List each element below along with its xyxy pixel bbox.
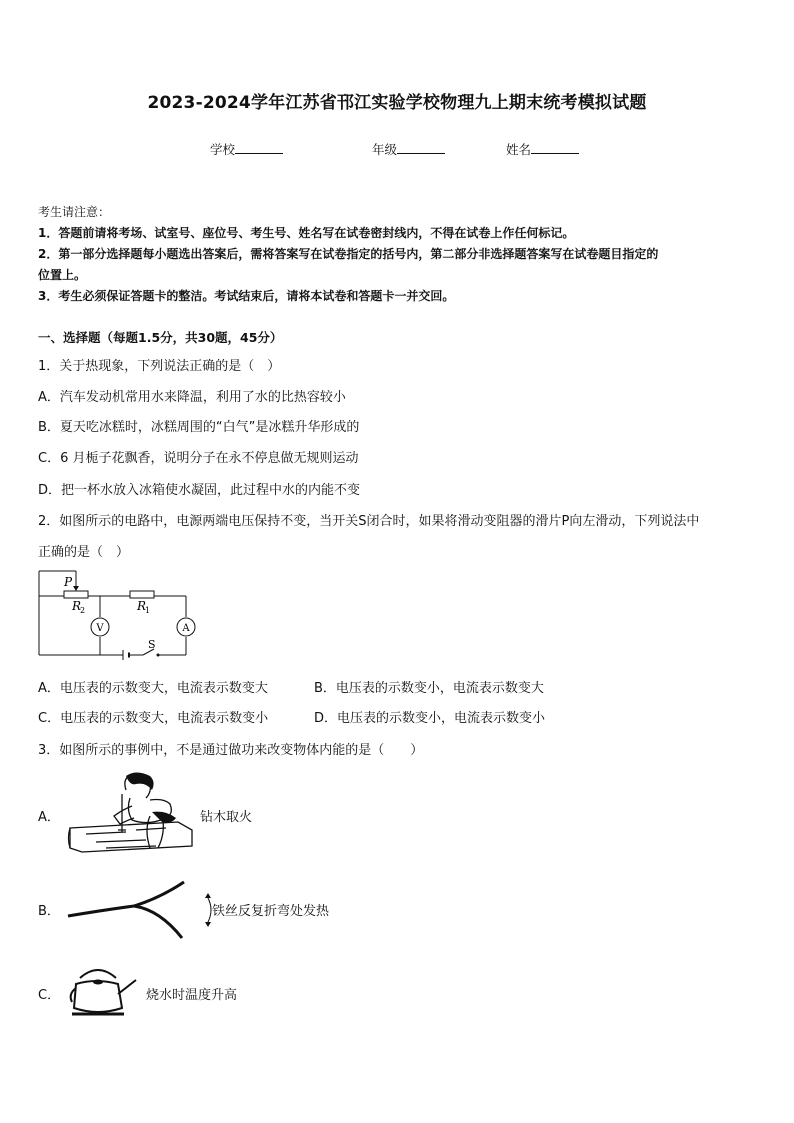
q1-stem: 1．关于热现象，下列说法正确的是（ ）	[38, 359, 281, 374]
section-heading: 一、选择题（每题1.5分，共30题，45分）	[38, 330, 283, 345]
slider-p-label: P	[64, 575, 73, 589]
notice-item-2-cont: 位置上。	[38, 268, 87, 282]
name-label: 姓名	[506, 142, 532, 157]
resistor-r1	[130, 591, 154, 598]
q1-option-d: D．把一杯水放入冰箱使水凝固，此过程中水的内能不变	[38, 483, 361, 498]
school-field	[210, 140, 283, 158]
q1-option-a: A．汽车发动机常用水来降温，利用了水的比热容较小	[38, 390, 346, 405]
school-label: 学校	[210, 142, 236, 157]
q3-option-b-caption: 铁丝反复折弯处发热	[212, 904, 330, 919]
school-blank	[235, 141, 283, 154]
drill-wood-fire-illustration	[66, 770, 196, 856]
r1-label: R	[137, 599, 147, 613]
grade-blank	[397, 141, 445, 154]
page-title: 2023-2024学年江苏省邗江实验学校物理九上期末统考模拟试题	[147, 93, 647, 113]
name-blank	[531, 141, 579, 154]
q3-option-c-label: C．	[38, 988, 61, 1003]
q2-option-d: D．电压表的示数变小，电流表示数变小	[314, 711, 546, 726]
ammeter-label: A	[182, 623, 190, 634]
notice-item-1: 1．答题前请将考场、试室号、座位号、考生号、姓名写在试卷密封线内，不得在试卷上作任何标记。	[38, 226, 575, 240]
q1-option-b: B．夏天吃冰糕时，冰糕周围的“白气”是冰糕升华形成的	[38, 420, 360, 435]
resistor-r2	[64, 591, 88, 598]
r2-label: R	[72, 599, 82, 613]
q2-stem-line2: 正确的是（ ）	[38, 545, 130, 560]
grade-label: 年级	[372, 142, 398, 157]
kettle-icon	[66, 960, 140, 1020]
circuit-diagram	[36, 568, 196, 662]
notice-item-3: 3．考生必须保证答题卡的整洁。考试结束后，请将本试卷和答题卡一并交回。	[38, 289, 455, 303]
q3-stem: 3．如图所示的事例中，不是通过做功来改变物体内能的是（ ）	[38, 743, 424, 758]
q2-option-a: A．电压表的示数变大，电流表示数变大	[38, 681, 268, 696]
voltmeter-label: V	[96, 623, 104, 634]
switch-contact	[157, 654, 160, 657]
r1-subscript: 1	[145, 606, 151, 615]
q3-option-b-label: B．	[38, 904, 60, 919]
notice-item-2: 2．第一部分选择题每小题选出答案后，需将答案写在试卷指定的括号内，第二部分非选择题答案写在试卷题目指定的	[38, 247, 659, 261]
q3-option-a-caption: 钻木取火	[200, 810, 253, 825]
bent-wire-illustration	[64, 876, 214, 944]
q3-option-a-label: A．	[38, 810, 60, 825]
q3-option-c-caption: 烧水时温度升高	[146, 988, 238, 1003]
q2-option-b: B．电压表的示数变小，电流表示数变大	[314, 681, 544, 696]
grade-field	[372, 140, 445, 158]
r2-subscript: 2	[80, 606, 86, 615]
q2-stem-line1: 2．如图所示的电路中，电源两端电压保持不变，当开关S闭合时，如果将滑动变阻器的滑片P向左滑动，下列说法中	[38, 514, 700, 529]
switch-label: S	[148, 638, 156, 651]
q1-option-c: C．6 月栀子花飘香，说明分子在永不停息做无规则运动	[38, 451, 359, 466]
notice-heading: 考生请注意：	[38, 205, 111, 219]
name-field	[506, 140, 579, 158]
q2-option-c: C．电压表的示数变大，电流表示数变小	[38, 711, 269, 726]
